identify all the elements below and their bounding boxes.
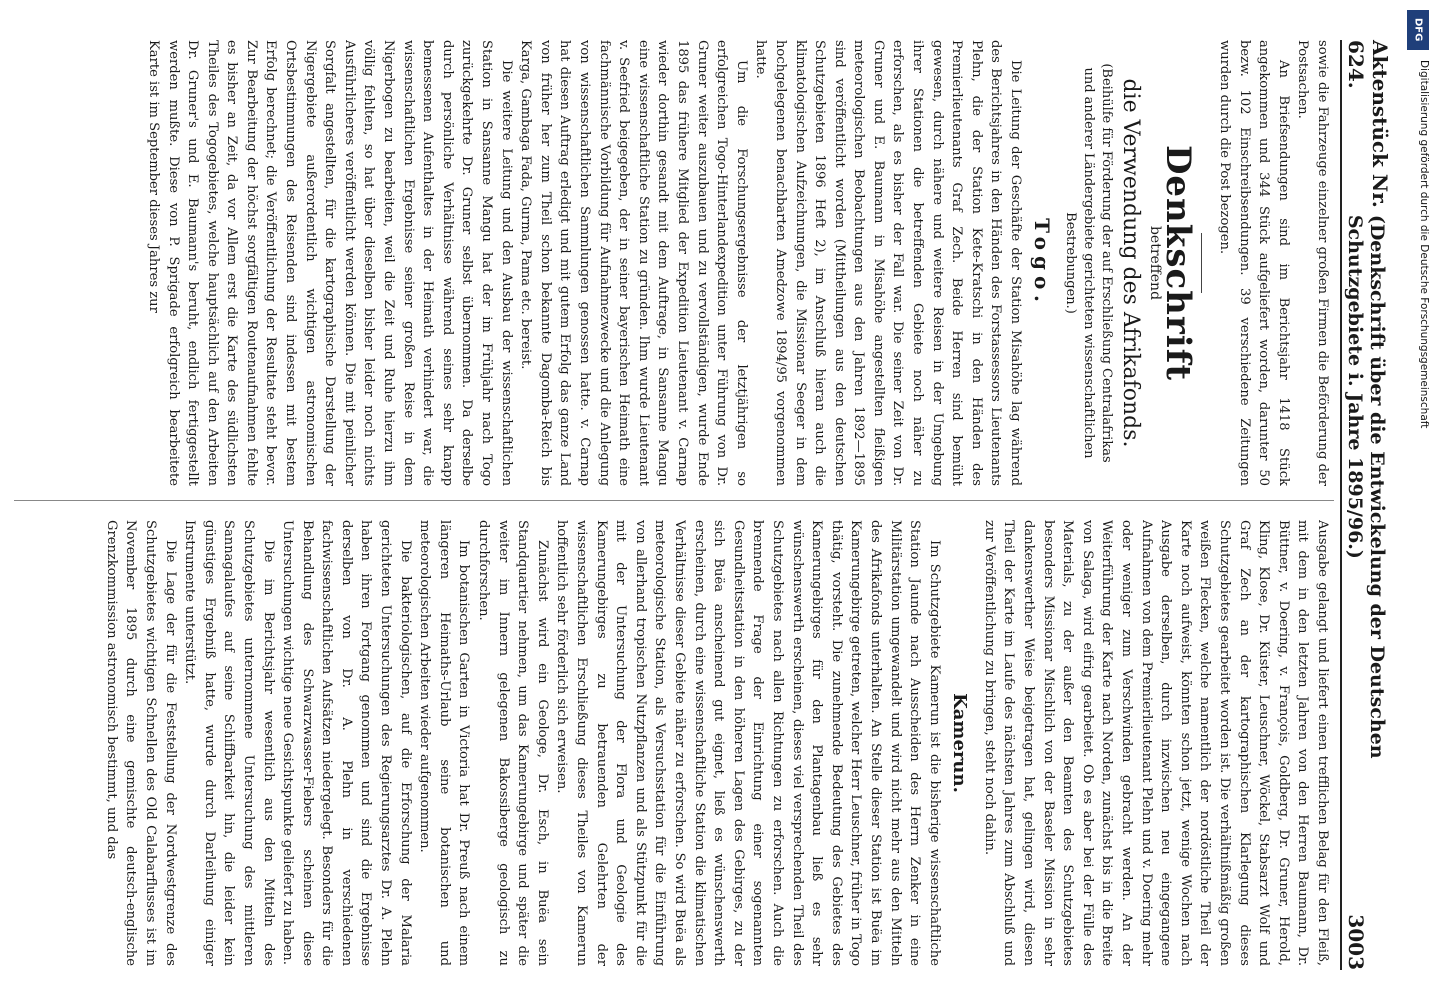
paragraph: Ausgabe gelangt und liefert einen trefflichen Belag für den Fleiß, mit dem in den letzten Jahren von den Herren Baumann, Dr. Büttner, v. Doering, v. François, Goldberg, Dr. Gruner, Herold, Kling, Klose, Dr. Küster, Leuschner, Wöckel, Stabsarzt Wolf und Graf Zech an der kartographischen Klarlegung dieses Schutzgebietes gearbeitet worden ist. Die verhältnißmäßig großen weißen Flecken, welche namentlich der nordöstliche Theil der Karte noch aufweist, könnten schon jetzt, wenige Wochen nach Ausgabe derselben, durch inzwischen neu eingegangene Aufnahmen von dem Premierlieutenant Plehn und v. Doering mehr oder weniger zum Verschwinden gebracht werden. An der Weiterführung der Karte nach Norden, zunächst bis in die Breite von Salaga, wird eifrig gearbeitet. Ob es aber bei der Fülle des Materials, zu der außer den Beamten des Schutzgebietes besonders Missionar Mischlich von der Baseler Mission in sehr dankenswerther Weise beigetragen hat, gelingen wird, diesen Theil der Karte im Laufe des nächsten Jahres zum Abschluß und zur Veröffentlichung zu bringen, steht noch dahin. [981, 520, 1330, 966]
section-divider [1201, 233, 1202, 293]
document-title: (Denkschrift über die Entwickelung der Deutschen Schutzgebiete i. Jahre 1895/96.) [1344, 214, 1388, 759]
paragraph: Die Lage der für die Feststellung der Nordwestgrenze des Schutzgebietes wichtigen Schnellen des Old Calabarflusses ist im November 1895 durch eine gemischte deutsch-englische Grenzkommission astronomisch bestimmt, und das [103, 520, 178, 966]
header-rule [1340, 40, 1342, 970]
paragraph: Die weitere Leitung und den Ausbau der wissenschaftlichen Station in Sansanne Mangu hat der im Frühjahr nach Togo zurückgekehrte Dr. Gruner selbst übernommen. Da derselbe durch persönliche Verhältnisse während seines sehr knapp bemessenen Aufenthaltes in der Heimath verhindert war, die wissenschaftlichen Ergebnisse seiner großen Reise in dem Nigerbogen zu bearbeiten, weil die Zeit und Ruhe hierzu ihm völlig fehlten, so hat über dieselben bisher leider noch nichts Ausführlicheres veröffentlicht werden können. Die mit peinlicher Sorgfalt angestellten, für die kartographische Darstellung der Nigergebiete außerordentlich wichtigen astronomischen Ortsbestimmungen des Reisenden sind indessen mit bestem Erfolg berechnet; die Veröffentlichung der Resultate steht bevor. Zur Bearbeitung der höchst sorgfältigen Routenaufnahmen fehlte es bisher an Zeit, da vor Allem erst die Karte des südlichsten Theiles des Togogebietes, welche hauptsächlich auf den Arbeiten Dr. Gruner's und E. Baumann's beruht, endlich fertiggestellt werden mußte. Diese von P. Sprigade erfolgreich bearbeitete Karte ist im September dieses Jahres zur [145, 40, 514, 486]
paragraph: Im Schutzgebiete Kamerun ist die bisherige wissenschaftliche Station Jaunde nach Ausscheiden des Herrn Zenker in eine Militärstation umgewandelt und wird nicht mehr aus den Mitteln des Afrikafonds unterhalten. An Stelle dieser Station ist Buëa im Kamerungebirge getreten, welcher Herr Leuschner, früher in Togo thätig, vorsteht. Die zunehmende Bedeutung des Gebietes des Kamerungebirges für den Plantagenbau ließ es sehr wünschenswerth erscheinen, dieses viel versprechenden Theil des Schutzgebietes nach allen Richtungen zu erforschen. Auch die brennende Frage der Einrichtung einer sogenannten Gesundheitsstation in den höheren Lagen des Gebirges, zu der sich Buëa anscheinend gut eignet, ließ es wünschenswerth erscheinen, durch eine wissenschaftliche Station die klimatischen Verhältnisse dieser Gebiete näher zu erforschen. So wird Buëa als meteorologische Station, als Versuchsstation für die Einführung von allerhand tropischen Nutzpflanzen und als Stützpunkt für die mit der Untersuchung der Flora und Geologie des Kamerungebirges zu betrauenden Gelehrten der wissenschaftlichen Erschließung dieses Theiles von Kamerun hoffentlich sehr förderlich sich erweisen. [554, 520, 942, 966]
right-column [14, 520, 1332, 966]
left-column [14, 40, 1332, 486]
paragraph: Um die Forschungsergebnisse der letztjährigen so erfolgreichen Togo-Hinterlandexpedition unter Führung von Dr. Gruner weiter auszubauen und zu vervollständigen, wurde Ende 1895 das frühere Mitglied der Expedition Lieutenant v. Carnap wieder dorthin gesandt mit dem Auftrage, in Sansanne Mangu eine wissenschaftliche Station zu gründen. Ihm wurde Lieutenant v. Seefried beigegeben, der in seiner bayerischen Heimath eine fachmännische Vorbildung für Aufnahmezwecke und die Anlegung von wissenschaftlichen Sammlungen genossen hatte. v. Carnap hat diesen Auftrag erledigt und mit gutem Erfolg das ganze Land von früher her zum Theil schon bekannte Dagomba-Reich bis Karga, Gambaga Fada, Gurma, Pama etc. bereist. [518, 40, 749, 486]
column-divider [14, 500, 1334, 501]
paragraph: Die Leitung der Geschäfte der Station Misahöhe lag während des Berichtsjahres in den Händen des Forstassessors Lieutenants Plehn, die der Station Kete-Kratschi in den Händen des Premierlieutenants Graf Zech. Beide Herren sind bemüht gewesen, durch nähere und weitere Reisen in der Umgebung ihrer Stationen die betreffenden Gebiete noch näher zu erforschen, als es bisher der Fall war. Die seiner Zeit von Dr. Gruner und E. Baumann in Misahöhe angestellten fleißigen meteorologischen Beobachtungen aus den Jahren 1892—1895 sind veröffentlicht worden (Mittheilungen aus den deutschen Schutzgebieten 1896 Heft 2), im Anschluß hieran auch die klimatologischen Aufzeichnungen, die Missionar Seeger in dem hochgelegenen benachbarten Amedzowe 1894/95 vorgenommen hatte. [753, 40, 1024, 486]
paragraph: An Briefsendungen sind im Berichtsjahr 1418 Stück angekommen und 344 Stück aufgeliefert worden, darunter 50 bezw. 102 Einschreibsendungen. 39 verschiedene Zeitungen wurden durch die Post bezogen. [1217, 40, 1291, 486]
section-heading-togo: Togo. [1029, 218, 1054, 308]
paragraph: Zunächst wird ein Geologe, Dr. Esch, in Buëa sein Standquartier nehmen, um das Kamerungebirge und später die weiter im Innern gelegenen Bakossiberge geologisch zu durchforschen. [476, 520, 550, 966]
dfg-logo: DFG [1407, 10, 1429, 50]
denkschrift-heading: Denkschrift [1158, 144, 1199, 382]
document-number: Aktenstück Nr. 624. [1344, 40, 1392, 208]
page-header [1344, 40, 1392, 970]
paragraph: sowie die Fahrzeuge einzelner großen Firmen die Beförderung der Postsachen. [1295, 40, 1330, 486]
paragraph: Die im Berichtsjahr wesentlich aus den Mitteln des Schutzgebietes unternommene Untersuchung des mittleren Sannagalaufes auf seine Schiffbarkeit hin, die leider kein günstiges Ergebniß hatte, wurde durch Darleihung einiger Instrumente unterstützt. [182, 520, 276, 966]
subject-heading: die Verwendung des Afrikafonds. [1118, 78, 1144, 448]
page-number: 3003 [1344, 914, 1368, 970]
paragraph: Im botanischen Garten in Victoria hat Dr. Preuß nach einem längeren Heimaths-Urlaub seine botanischen und meteorologischen Arbeiten wieder aufgenommen. [417, 520, 472, 966]
funding-credit: Digitalisierung gefördert durch die Deutsche Forschungsgemeinschaft [1418, 60, 1430, 429]
betreffend-label: betreffend [1146, 225, 1163, 301]
subject-note: (Beihülfe für Förderung der auf Erschließung Centralafrikas und anderer Ländergebiete gerichteten wissenschaftlichen Bestrebungen.) [1062, 63, 1114, 463]
digitization-sidebar [1402, 0, 1434, 1000]
section-heading-kamerun: Kamerun. [949, 693, 971, 793]
paragraph: Die bakteriologischen, auf die Erforschung der Malaria gerichteten Untersuchungen des Regierungsarztes Dr. A. Plehn haben ihren Fortgang genommen und sind die Ergebnisse derselben von Dr. A. Plehn in verschiedenen fachwissenschaftlichen Aufsätzen niedergelegt. Besonders für die Behandlung des Schwarzwasser-Fiebers scheinen diese Untersuchungen wichtige neue Gesichtspunkte geliefert zu haben. [280, 520, 413, 966]
